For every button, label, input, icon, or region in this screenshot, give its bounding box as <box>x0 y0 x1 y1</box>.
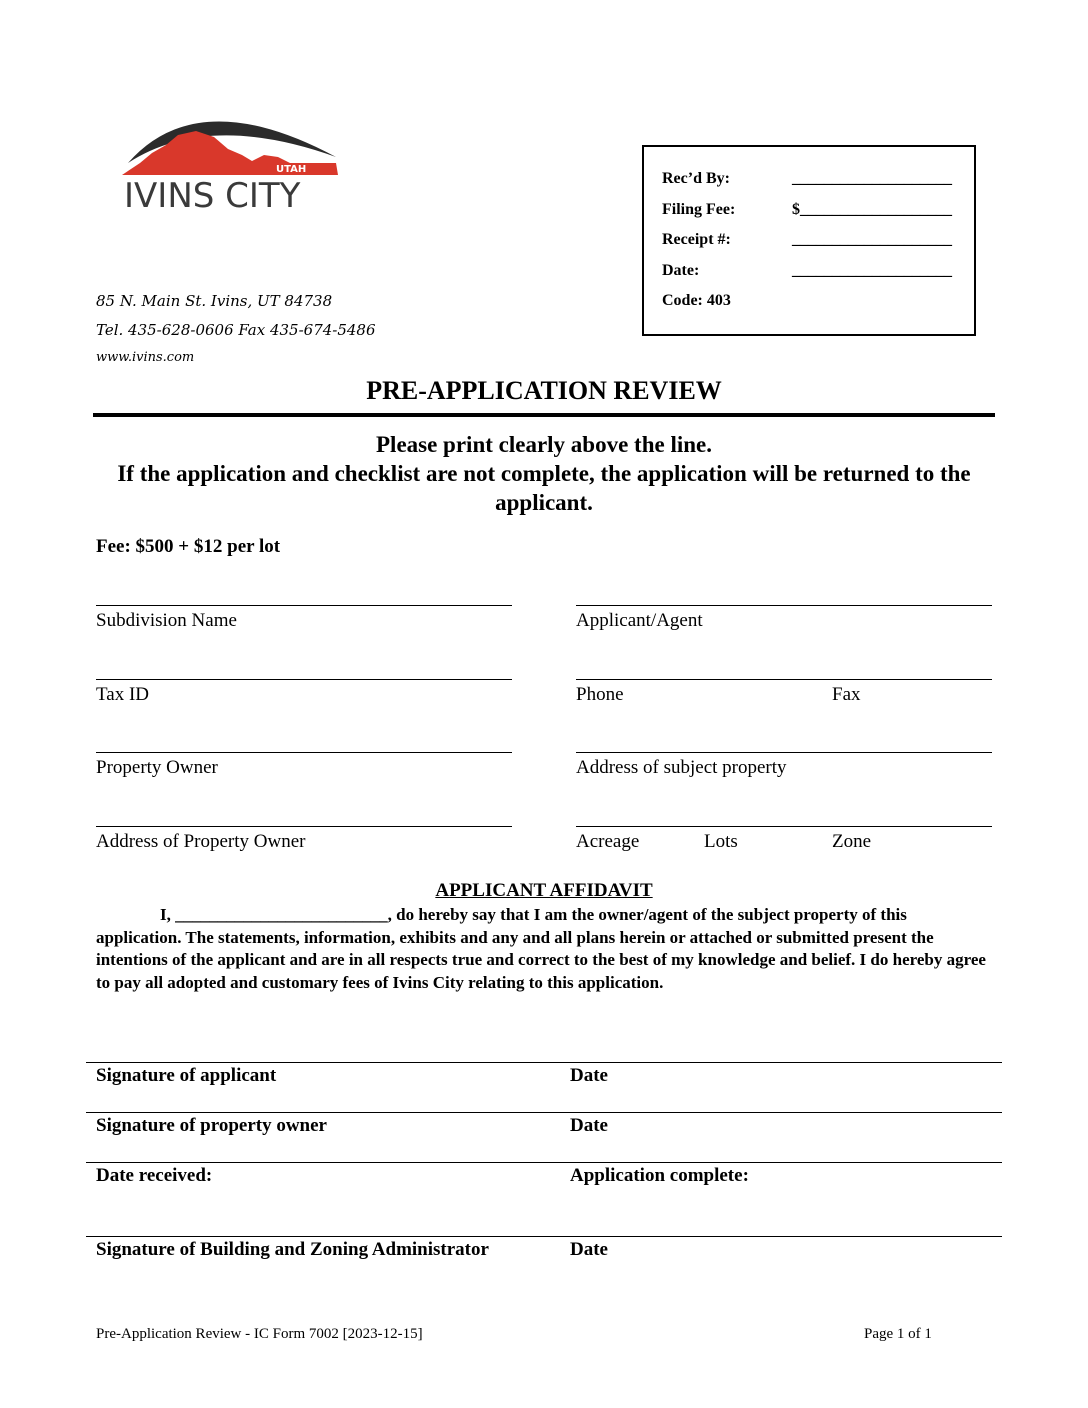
administrator-date-label[interactable]: Date <box>570 1239 608 1260</box>
owner-signature-label[interactable]: Signature of property owner <box>96 1115 327 1136</box>
affidavit-paragraph: I, _________________________, do hereby say that I am the owner/agent of the subject property of this application. The statements, information, exhibits and any and all plans herein or attached or submitted present the intentions of the applicant and are in all respects true and correct to the best of my knowledge and belief. I do hereby agree to pay all adopted and customary fees of Ivins City relating to this application. <box>96 905 986 992</box>
acreage-label: Acreage <box>576 831 640 852</box>
administrator-signature-label[interactable]: Signature of Building and Zoning Administrator <box>96 1239 489 1260</box>
owner-address-line[interactable] <box>96 826 512 827</box>
date-received-label[interactable]: Date received: <box>96 1165 213 1186</box>
receipt-value: ____________________ <box>792 231 952 248</box>
city-phone-fax: Tel. 435-628-0606 Fax 435-674-5486 <box>96 321 376 339</box>
filing-fee-row[interactable] <box>662 201 952 219</box>
svg-text:UTAH: UTAH <box>276 164 307 175</box>
title-rule <box>93 413 995 417</box>
receipt-label: Receipt #: <box>662 231 731 248</box>
instructions <box>90 430 998 517</box>
applicant-agent-line[interactable] <box>576 605 992 606</box>
sig-line-2 <box>86 1112 1002 1113</box>
box-date-value: ____________________ <box>792 262 952 279</box>
filing-fee-label: Filing Fee: <box>662 201 736 218</box>
city-street-address: 85 N. Main St. Ivins, UT 84738 <box>96 292 333 310</box>
svg-text:IVINS CITY: IVINS CITY <box>124 176 301 216</box>
property-owner-line[interactable] <box>96 752 512 753</box>
box-date-label: Date: <box>662 262 700 279</box>
footer-page-number: Page 1 of 1 <box>864 1326 932 1342</box>
sig-line-3 <box>86 1162 1002 1163</box>
subject-address-line[interactable] <box>576 752 992 753</box>
code-label: Code: 403 <box>662 292 731 309</box>
recd-by-label: Rec’d By: <box>662 170 730 187</box>
owner-date-label[interactable]: Date <box>570 1115 608 1136</box>
box-date-row[interactable] <box>662 262 952 280</box>
affidavit-text <box>96 904 988 994</box>
office-use-box <box>642 145 976 336</box>
subject-address-label: Address of subject property <box>576 757 787 778</box>
applicant-signature-label[interactable]: Signature of applicant <box>96 1065 277 1086</box>
applicant-agent-label: Applicant/Agent <box>576 610 703 631</box>
subdivision-name-line[interactable] <box>96 605 512 606</box>
acreage-lots-zone-line[interactable] <box>576 826 992 827</box>
lots-label: Lots <box>704 831 738 852</box>
tax-id-line[interactable] <box>96 679 512 680</box>
page-title: PRE-APPLICATION REVIEW <box>366 376 722 405</box>
application-complete-label[interactable]: Application complete: <box>570 1165 749 1186</box>
sig-line-1 <box>86 1062 1002 1063</box>
phone-fax-line[interactable] <box>576 679 992 680</box>
fee-text: Fee: $500 + $12 per lot <box>96 536 281 557</box>
recd-by-row[interactable] <box>662 170 952 188</box>
instructions-line-1: Please print clearly above the line. <box>376 432 712 457</box>
instructions-line-2: If the application and checklist are not complete, the application will be returned to the applicant. <box>117 461 971 515</box>
owner-address-label: Address of Property Owner <box>96 831 306 852</box>
zone-label: Zone <box>832 831 872 852</box>
city-website[interactable]: www.ivins.com <box>96 350 195 365</box>
tax-id-label: Tax ID <box>96 684 150 705</box>
ivins-city-logo <box>118 105 350 217</box>
affidavit-title: APPLICANT AFFIDAVIT <box>435 880 653 901</box>
filing-fee-value: $___________________ <box>792 201 952 218</box>
property-owner-label: Property Owner <box>96 757 218 778</box>
subdivision-name-label: Subdivision Name <box>96 610 237 631</box>
fax-label: Fax <box>832 684 861 705</box>
code-row <box>662 292 731 310</box>
sig-line-4 <box>86 1236 1002 1237</box>
phone-label: Phone <box>576 684 624 705</box>
recd-by-value: ____________________ <box>792 170 952 187</box>
receipt-row[interactable] <box>662 231 952 249</box>
footer-form-id: Pre-Application Review - IC Form 7002 [2023-12-15] <box>96 1326 423 1342</box>
applicant-date-label[interactable]: Date <box>570 1065 608 1086</box>
